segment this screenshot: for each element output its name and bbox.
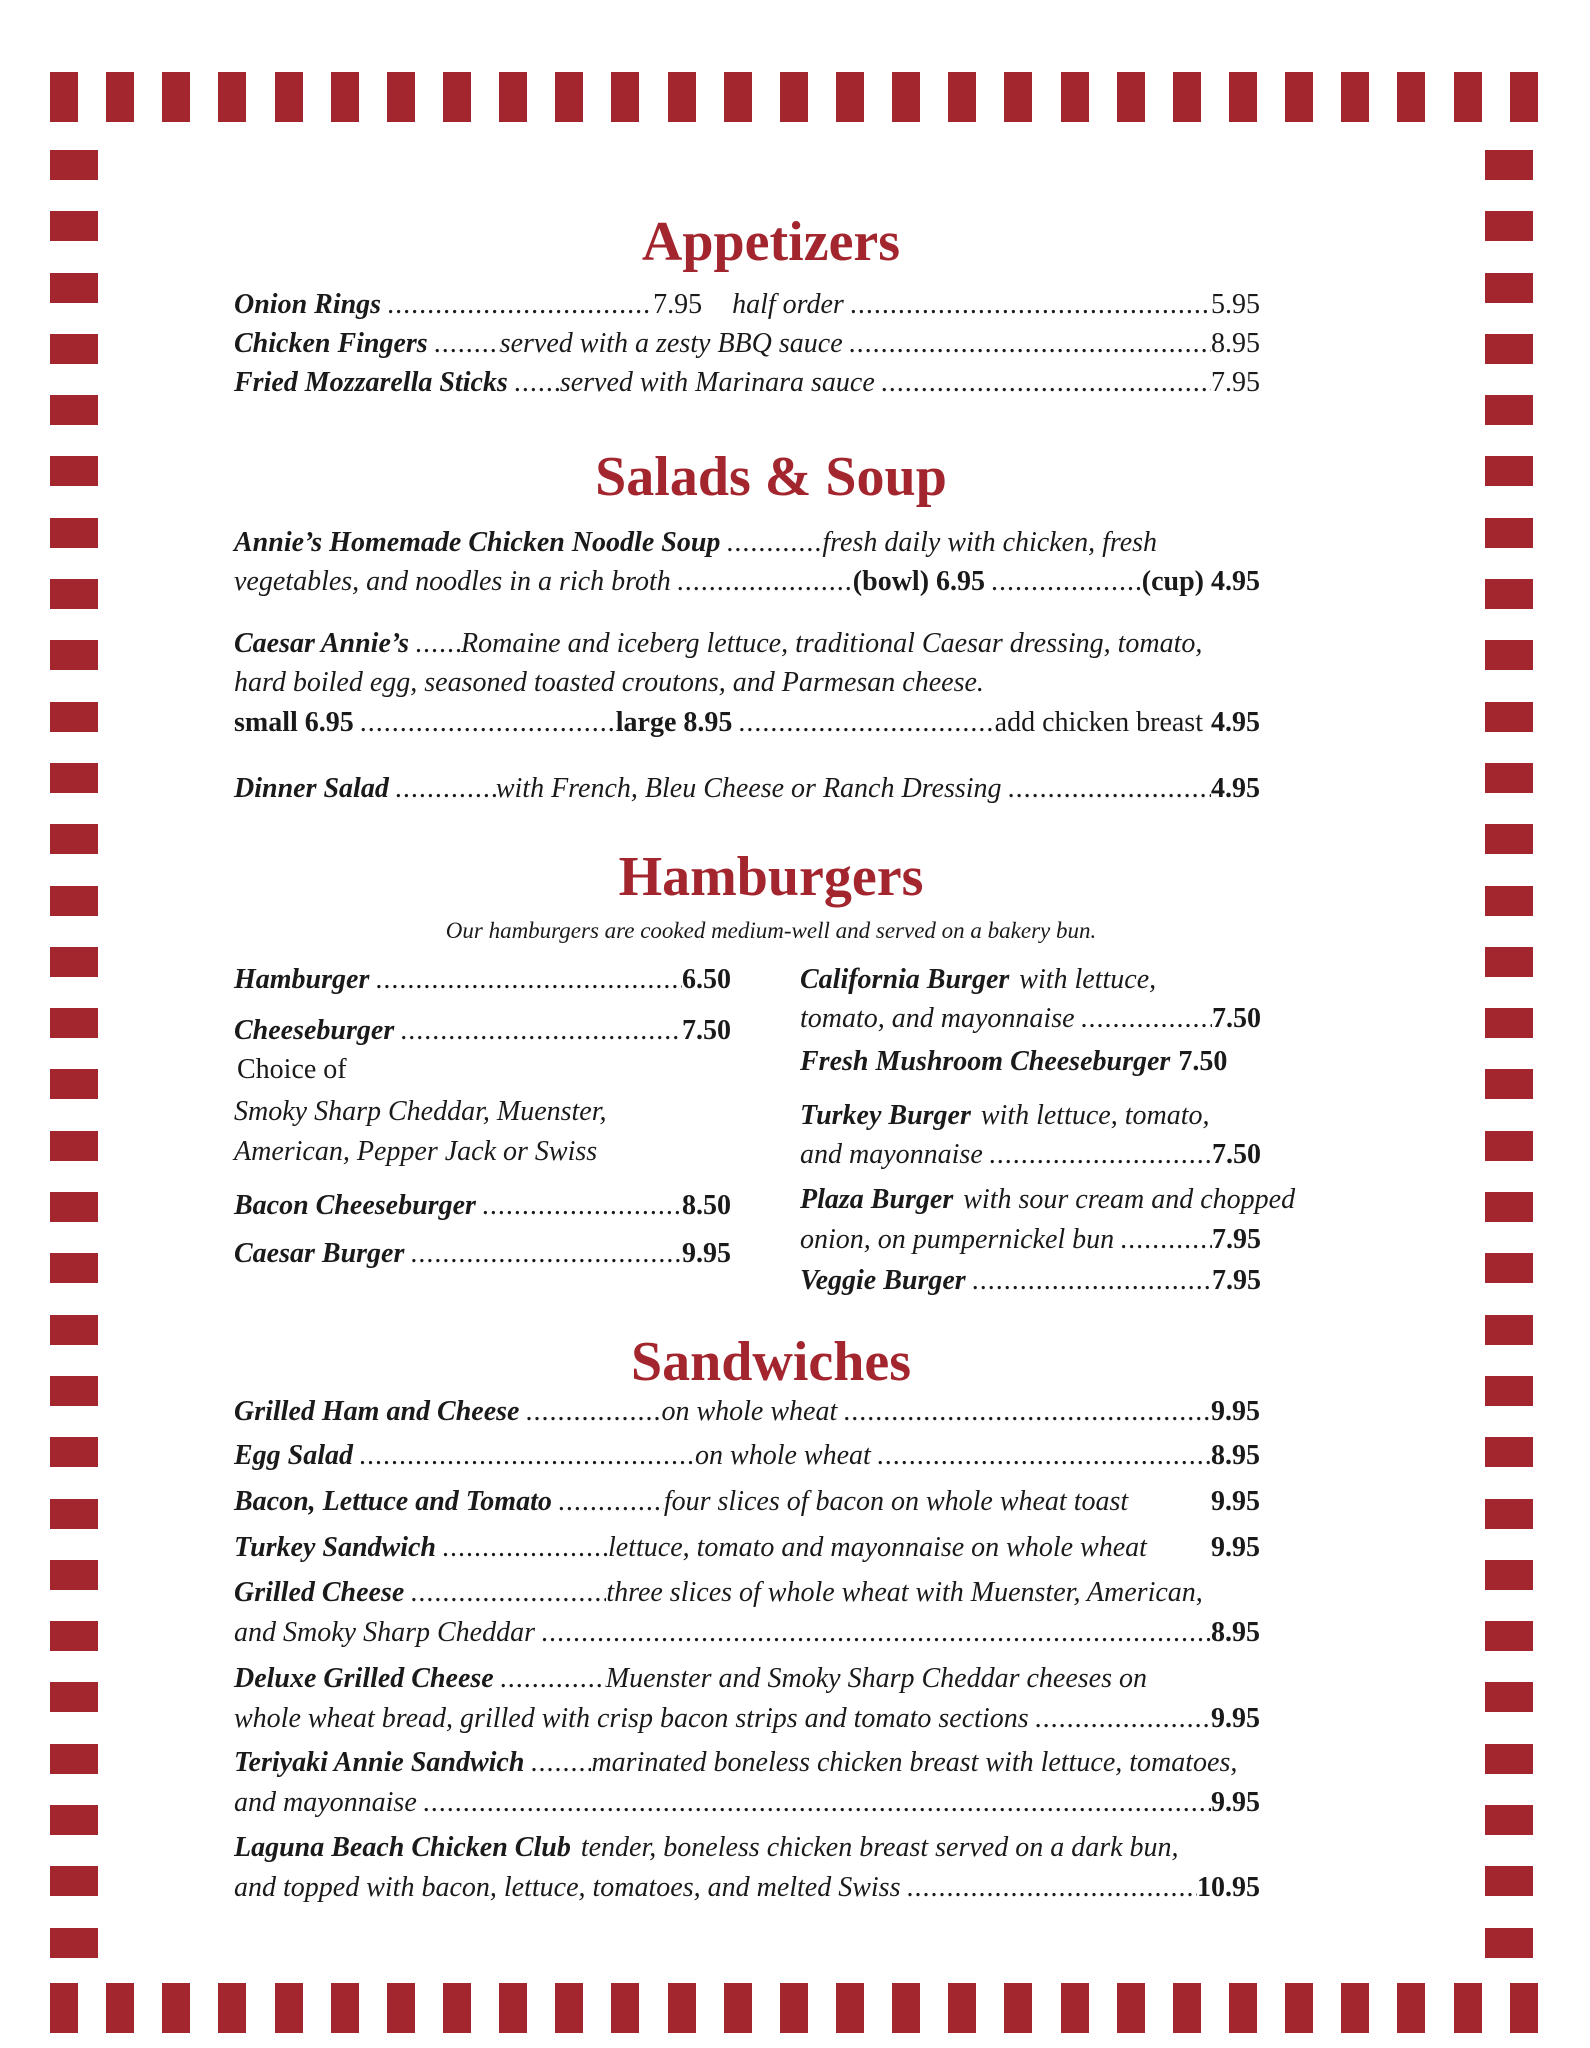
- border-square: [50, 1376, 98, 1406]
- border-square: [611, 72, 639, 122]
- border-square: [1485, 273, 1533, 303]
- border-square: [50, 1560, 98, 1590]
- border-square: [162, 1983, 190, 2033]
- border-square: [50, 1069, 98, 1099]
- border-square: [1485, 334, 1533, 364]
- border-square: [1510, 1983, 1538, 2033]
- border-square: [1485, 150, 1533, 180]
- border-square: [331, 72, 359, 122]
- border-square: [1485, 702, 1533, 732]
- border-square: [1004, 1983, 1032, 2033]
- border-square: [1485, 1008, 1533, 1038]
- border-square: [50, 1192, 98, 1222]
- menu-item-caesar-burger: Caesar Burger ..... 9.95: [234, 1235, 731, 1273]
- border-square: [1229, 1983, 1257, 2033]
- border-square: [1485, 640, 1533, 670]
- section-title-appetizers: Appetizers: [641, 211, 901, 273]
- border-square: [1485, 1560, 1533, 1590]
- cheeseburger-options-line2: American, Pepper Jack or Swiss: [234, 1136, 598, 1167]
- section-title-salads-soup: Salads & Soup: [595, 446, 947, 508]
- border-square: [1454, 72, 1482, 122]
- menu-item-mozzarella-sticks: Fried Mozzarella Sticks ..... served with Marinara sauce ..... 7.95: [234, 364, 1260, 402]
- border-square: [948, 1983, 976, 2033]
- border-square: [1485, 763, 1533, 793]
- border-square: [50, 1983, 78, 2033]
- border-square: [1397, 1983, 1425, 2033]
- border-square: [50, 702, 98, 732]
- menu-item-hamburger: Hamburger ..... 6.50: [234, 961, 731, 999]
- border-square: [724, 72, 752, 122]
- border-square: [50, 150, 98, 180]
- menu-item-teriyaki-annie: Teriyaki Annie Sandwich ..... marinated boneless chicken breast with lettuce, tomatoes,: [234, 1744, 1260, 1782]
- border-square: [50, 1928, 98, 1958]
- border-square: [1341, 72, 1369, 122]
- border-square: [50, 395, 98, 425]
- border-square: [555, 1983, 583, 2033]
- border-square: [50, 763, 98, 793]
- border-square: [218, 72, 246, 122]
- menu-item-mushroom-cheeseburger: Fresh Mushroom Cheeseburger 7.50: [800, 1046, 1228, 1077]
- border-square: [50, 72, 78, 122]
- border-square: [50, 1437, 98, 1467]
- border-square: [724, 1983, 752, 2033]
- border-square: [50, 1682, 98, 1712]
- border-square: [1117, 72, 1145, 122]
- border-square: [50, 456, 98, 486]
- border-square: [892, 72, 920, 122]
- border-square: [1485, 579, 1533, 609]
- border-square: [50, 1131, 98, 1161]
- border-square: [1485, 1499, 1533, 1529]
- border-square: [50, 579, 98, 609]
- border-square: [1485, 947, 1533, 977]
- border-right: [1485, 150, 1533, 1958]
- menu-item-cheeseburger: Cheeseburger ..... 7.50: [234, 1012, 731, 1050]
- border-square: [1485, 1131, 1533, 1161]
- border-square: [1454, 1983, 1482, 2033]
- menu-item-turkey-sandwich: Turkey Sandwich ..... lettuce, tomato and mayonnaise on whole wheat 9.95: [234, 1529, 1260, 1567]
- border-square: [1485, 824, 1533, 854]
- menu-item-laguna-beach-club: Laguna Beach Chicken Club tender, boneless chicken breast served on a dark bun,: [234, 1832, 1179, 1863]
- border-square: [50, 640, 98, 670]
- border-square: [1285, 72, 1313, 122]
- border-square: [1485, 518, 1533, 548]
- hamburgers-note: Our hamburgers are cooked medium-well and served on a bakery bun.: [445, 918, 1097, 943]
- border-square: [948, 72, 976, 122]
- border-square: [1061, 1983, 1089, 2033]
- border-square: [1485, 456, 1533, 486]
- border-square: [443, 72, 471, 122]
- border-square: [443, 1983, 471, 2033]
- menu-item-caesar-annies: Caesar Annie’s ..... Romaine and iceberg lettuce, traditional Caesar dressing, tomato,: [234, 625, 1260, 663]
- border-square: [218, 1983, 246, 2033]
- border-square: [387, 72, 415, 122]
- menu-item-caesar-prices: small 6.95 ..... large 8.95 ..... add chicken breast 4.95: [234, 704, 1260, 742]
- menu-item-veggie-burger: Veggie Burger ..... 7.95: [800, 1262, 1261, 1300]
- menu-item-chicken-noodle-soup: Annie’s Homemade Chicken Noodle Soup ..... fresh daily with chicken, fresh: [234, 524, 1260, 562]
- border-square: [668, 1983, 696, 2033]
- menu-item-grilled-cheese: Grilled Cheese ..... three slices of whole wheat with Muenster, American,: [234, 1574, 1260, 1612]
- border-square: [50, 1866, 98, 1896]
- menu-item-grilled-cheese-price: and Smoky Sharp Cheddar ..... 8.95: [234, 1614, 1260, 1652]
- border-square: [387, 1983, 415, 2033]
- border-square: [50, 518, 98, 548]
- border-square: [1341, 1983, 1369, 2033]
- border-square: [1485, 1376, 1533, 1406]
- border-square: [1485, 211, 1533, 241]
- menu-item-teriyaki-price: and mayonnaise ..... 9.95: [234, 1784, 1260, 1822]
- border-square: [50, 273, 98, 303]
- border-square: [780, 72, 808, 122]
- border-bottom: [50, 1983, 1538, 2033]
- border-square: [50, 1621, 98, 1651]
- border-square: [275, 72, 303, 122]
- menu-item-caesar-desc: hard boiled egg, seasoned toasted croutons, and Parmesan cheese.: [234, 667, 984, 698]
- border-square: [1004, 72, 1032, 122]
- border-square: [106, 72, 134, 122]
- menu-item-grilled-ham-cheese: Grilled Ham and Cheese ..... on whole wheat ..... 9.95: [234, 1393, 1260, 1431]
- border-square: [1061, 72, 1089, 122]
- border-square: [1397, 72, 1425, 122]
- border-square: [1173, 72, 1201, 122]
- menu-item-turkey-burger: Turkey Burger with lettuce, tomato,: [800, 1100, 1210, 1131]
- border-square: [1117, 1983, 1145, 2033]
- menu-item-california-price: tomato, and mayonnaise ..... 7.50: [800, 1000, 1261, 1038]
- border-square: [1485, 1744, 1533, 1774]
- border-square: [668, 72, 696, 122]
- border-square: [50, 1499, 98, 1529]
- border-square: [50, 1805, 98, 1835]
- menu-item-deluxe-grilled-cheese: Deluxe Grilled Cheese ..... Muenster and Smoky Sharp Cheddar cheeses on: [234, 1660, 1260, 1698]
- border-square: [106, 1983, 134, 2033]
- section-title-sandwiches: Sandwiches: [630, 1331, 912, 1393]
- border-square: [1485, 886, 1533, 916]
- border-square: [836, 1983, 864, 2033]
- menu-item-turkey-burger-price: and mayonnaise ..... 7.50: [800, 1136, 1261, 1174]
- menu-item-laguna-price: and topped with bacon, lettuce, tomatoes, and melted Swiss ..... 10.95: [234, 1869, 1260, 1907]
- cheeseburger-options-line1: Smoky Sharp Cheddar, Muenster,: [234, 1096, 607, 1127]
- border-square: [499, 1983, 527, 2033]
- border-square: [50, 1744, 98, 1774]
- border-square: [50, 1315, 98, 1345]
- menu-item-plaza-burger-price: onion, on pumpernickel bun ..... 7.95: [800, 1221, 1261, 1259]
- border-square: [1285, 1983, 1313, 2033]
- menu-item-california-burger: California Burger with lettuce,: [800, 964, 1157, 995]
- border-top: [50, 72, 1538, 122]
- border-square: [1173, 1983, 1201, 2033]
- border-square: [1485, 1437, 1533, 1467]
- border-square: [1485, 1192, 1533, 1222]
- border-square: [780, 1983, 808, 2033]
- border-square: [162, 72, 190, 122]
- menu-item-dinner-salad: Dinner Salad ..... with French, Bleu Cheese or Ranch Dressing ..... 4.95: [234, 770, 1260, 808]
- border-square: [836, 72, 864, 122]
- border-square: [499, 72, 527, 122]
- menu-item-egg-salad: Egg Salad ..... on whole wheat ..... 8.95: [234, 1437, 1260, 1475]
- border-square: [892, 1983, 920, 2033]
- menu-item-onion-rings: Onion Rings ..... 7.95 half order ..... 5.95: [234, 286, 1260, 324]
- border-square: [1485, 1315, 1533, 1345]
- border-square: [50, 211, 98, 241]
- border-square: [50, 947, 98, 977]
- menu-item-blt: Bacon, Lettuce and Tomato ..... four slices of bacon on whole wheat toast 9.95: [234, 1483, 1260, 1521]
- border-square: [1485, 1621, 1533, 1651]
- border-square: [1485, 1928, 1533, 1958]
- border-square: [611, 1983, 639, 2033]
- border-square: [1485, 1253, 1533, 1283]
- border-square: [555, 72, 583, 122]
- menu-item-chicken-fingers: Chicken Fingers ..... served with a zesty BBQ sauce ..... 8.95: [234, 325, 1260, 363]
- cheeseburger-choice-label: Choice of: [237, 1054, 347, 1085]
- border-square: [50, 334, 98, 364]
- border-square: [50, 1008, 98, 1038]
- border-square: [50, 886, 98, 916]
- section-title-hamburgers: Hamburgers: [618, 846, 924, 908]
- menu-item-soup-prices: vegetables, and noodles in a rich broth ..... (bowl) 6.95 ..... (cup) 4.95: [234, 563, 1260, 601]
- menu-item-deluxe-price: whole wheat bread, grilled with crisp bacon strips and tomato sections ..... 9.95: [234, 1700, 1260, 1738]
- border-square: [1485, 1069, 1533, 1099]
- border-square: [50, 824, 98, 854]
- border-square: [275, 1983, 303, 2033]
- border-square: [331, 1983, 359, 2033]
- border-square: [1485, 395, 1533, 425]
- border-square: [1510, 72, 1538, 122]
- border-square: [1229, 72, 1257, 122]
- border-square: [1485, 1866, 1533, 1896]
- border-square: [1485, 1805, 1533, 1835]
- border-left: [50, 150, 98, 1958]
- menu-item-bacon-cheeseburger: Bacon Cheeseburger ..... 8.50: [234, 1187, 731, 1225]
- border-square: [50, 1253, 98, 1283]
- menu-item-plaza-burger: Plaza Burger with sour cream and chopped: [800, 1184, 1296, 1215]
- border-square: [1485, 1682, 1533, 1712]
